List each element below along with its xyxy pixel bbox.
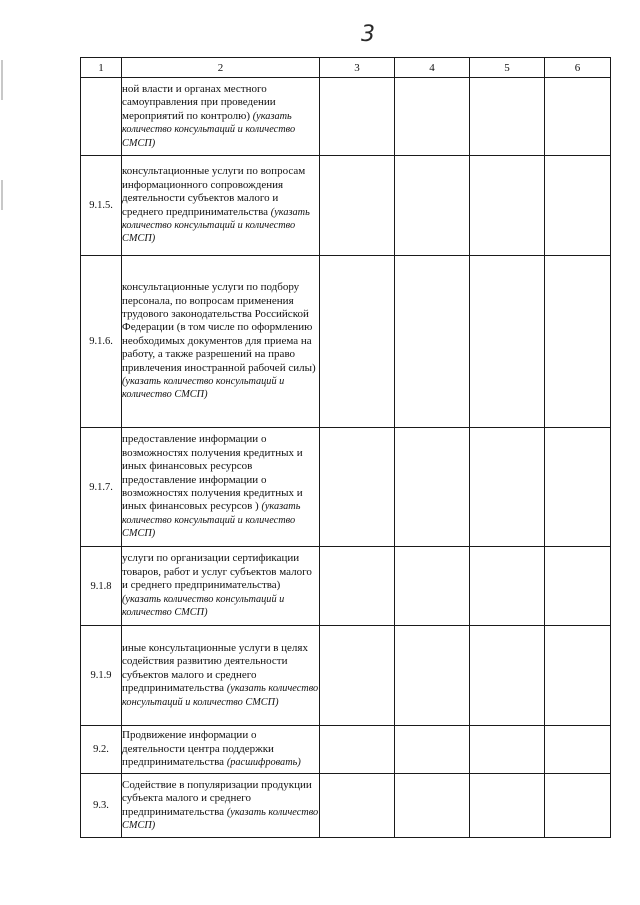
value-cell xyxy=(395,726,470,774)
row-text: иные консультационные услуги в целях содействия развитию деятельности субъектов малого и среднего предпринимательства xyxy=(122,641,308,695)
row-text: консультационные услуги по подбору персонала, по вопросам применения трудового законодательства Российской Федерации (в том числе по оформлению необходимых документов для приема на работу, а также разрешений на право привлечения иностранной рабочей силы) xyxy=(122,281,316,374)
value-cell xyxy=(395,256,470,428)
value-cell xyxy=(320,774,395,838)
row-text: Продвижение информации о деятельности центра поддержки предпринимательства xyxy=(122,729,274,769)
value-cell xyxy=(545,156,611,256)
value-cell xyxy=(395,428,470,547)
table-row xyxy=(81,726,611,774)
row-number: 9.1.6. xyxy=(81,256,122,428)
table-row xyxy=(81,78,611,156)
value-cell xyxy=(470,256,545,428)
row-description xyxy=(122,774,320,838)
table-header-row xyxy=(81,58,611,78)
row-note: (указать количество консультаций и количество СМСП) xyxy=(122,501,301,540)
row-description xyxy=(122,156,320,256)
row-number: 9.2. xyxy=(81,726,122,774)
row-text: предоставление информации о возможностях получения кредитных и иных финансовых ресурсов предоставление информации о возможностях получения кредитных и иных финансовых ресурсов ) xyxy=(122,433,303,513)
value-cell xyxy=(395,156,470,256)
value-cell xyxy=(470,156,545,256)
value-cell xyxy=(320,626,395,726)
table-row xyxy=(81,156,611,256)
column-header: 3 xyxy=(320,58,395,78)
column-header: 2 xyxy=(122,58,320,78)
row-description xyxy=(122,428,320,547)
row-description xyxy=(122,726,320,774)
row-note: (указать количество СМСП) xyxy=(122,806,319,831)
row-description xyxy=(122,547,320,626)
table-row xyxy=(81,547,611,626)
value-cell xyxy=(470,78,545,156)
table-row xyxy=(81,774,611,838)
report-table xyxy=(80,57,611,838)
table-row xyxy=(81,428,611,547)
value-cell xyxy=(545,256,611,428)
column-header: 4 xyxy=(395,58,470,78)
value-cell xyxy=(545,428,611,547)
value-cell xyxy=(545,547,611,626)
value-cell xyxy=(395,78,470,156)
column-header: 5 xyxy=(470,58,545,78)
value-cell xyxy=(470,726,545,774)
row-note: (указать количество консультаций и количество СМСП) xyxy=(122,683,319,708)
value-cell xyxy=(320,428,395,547)
row-text: Содействие в популяризации продукции субъекта малого и среднего предпринимательства xyxy=(122,778,312,818)
row-number: 9.1.8 xyxy=(81,547,122,626)
row-note: (указать количество консультаций и количество СМСП) xyxy=(122,593,285,619)
row-note: (указать количество консультаций и количество СМСП) xyxy=(122,206,310,245)
table-row xyxy=(81,256,611,428)
row-number: 9.1.7. xyxy=(81,428,122,547)
value-cell xyxy=(545,726,611,774)
value-cell xyxy=(320,78,395,156)
value-cell xyxy=(320,256,395,428)
row-description xyxy=(122,256,320,428)
column-header: 6 xyxy=(545,58,611,78)
row-number: 9.3. xyxy=(81,774,122,838)
value-cell xyxy=(470,774,545,838)
value-cell xyxy=(545,78,611,156)
row-number xyxy=(81,78,122,156)
value-cell xyxy=(395,774,470,838)
value-cell xyxy=(395,626,470,726)
value-cell xyxy=(545,626,611,726)
scan-edge-mark xyxy=(1,180,3,210)
row-text: услуги по организации сертификации товаров, работ и услуг субъектов малого и среднего предпринимательства) xyxy=(122,552,312,592)
value-cell xyxy=(320,156,395,256)
row-description xyxy=(122,626,320,726)
row-number: 9.1.9 xyxy=(81,626,122,726)
scan-edge-mark xyxy=(1,60,3,100)
row-text: ной власти и органах местного самоуправления при проведении мероприятий по контролю) xyxy=(122,82,276,122)
value-cell xyxy=(320,726,395,774)
row-note: (указать количество консультаций и количество СМСП) xyxy=(122,110,296,149)
value-cell xyxy=(470,428,545,547)
value-cell xyxy=(470,547,545,626)
value-cell xyxy=(320,547,395,626)
row-number: 9.1.5. xyxy=(81,156,122,256)
table-row xyxy=(81,626,611,726)
value-cell xyxy=(545,774,611,838)
column-header: 1 xyxy=(81,58,122,78)
page-number: 3 xyxy=(361,22,375,47)
row-text: консультационные услуги по вопросам информационного сопровождения деятельности субъектов малого и среднего предпринимательства xyxy=(122,165,306,218)
row-note: (расшифровать) xyxy=(226,757,301,769)
row-note: (указать количество консультаций и количество СМСП) xyxy=(122,376,285,401)
value-cell xyxy=(395,547,470,626)
row-description xyxy=(122,78,320,156)
value-cell xyxy=(470,626,545,726)
